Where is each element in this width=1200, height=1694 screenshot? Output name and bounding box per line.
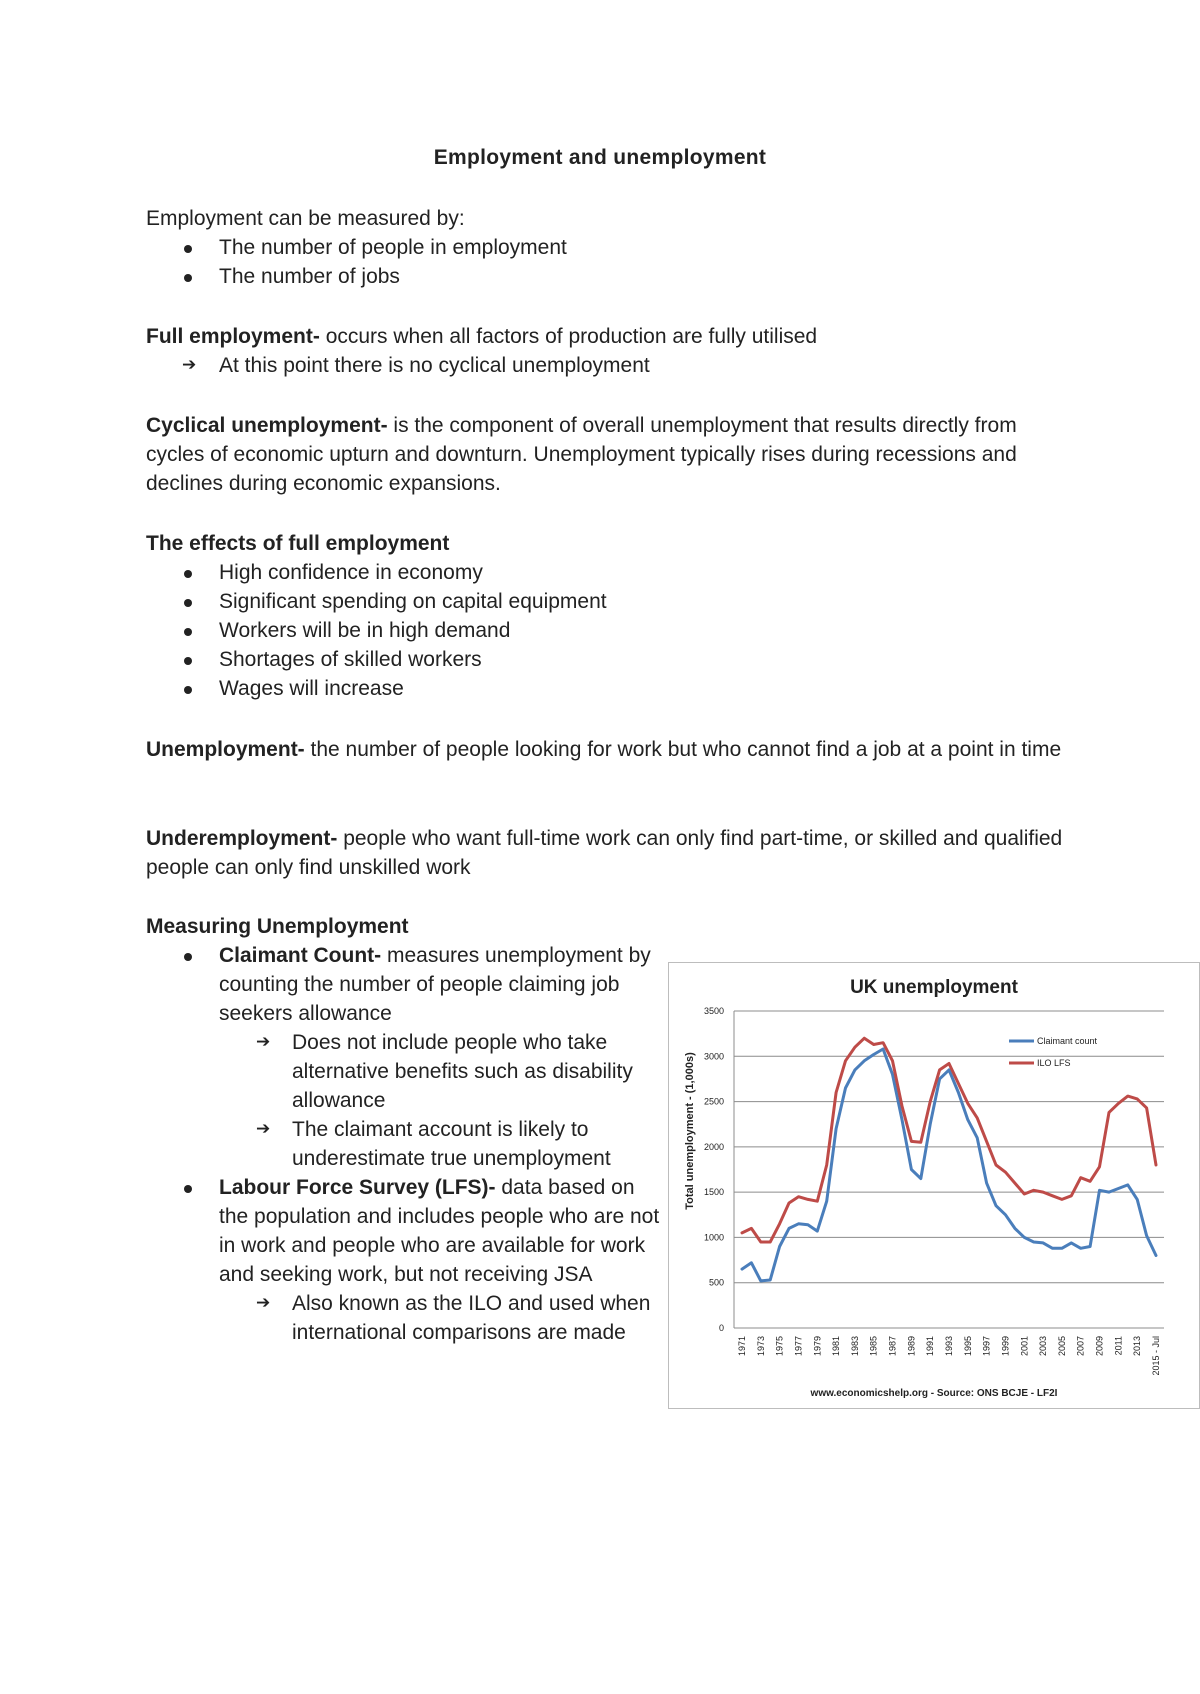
legend-label: Claimant count: [1037, 1036, 1098, 1046]
x-tick-label: 1977: [793, 1336, 804, 1357]
x-tick-label: 1993: [944, 1336, 954, 1357]
page-title: Employment and unemployment: [433, 146, 767, 169]
y-tick-label: 2500: [703, 1096, 724, 1107]
y-tick-label: 3000: [703, 1051, 724, 1062]
list-item-claimant-count: [146, 941, 666, 1028]
list-item: The number of people in employment: [146, 233, 1076, 262]
intro-list: [146, 233, 1076, 291]
underemployment-definition: [146, 824, 1066, 882]
series-line-claimant-count: [742, 1049, 1156, 1281]
chart-title: UK unemployment: [850, 977, 1018, 998]
y-tick-label: 500: [708, 1277, 724, 1288]
intro-section: [146, 204, 1076, 291]
x-tick-label: 1981: [831, 1336, 842, 1357]
y-tick-label: 3500: [703, 1006, 724, 1016]
list-item: ➔ At this point there is no cyclical unemployment: [146, 351, 1076, 380]
measuring-heading: Measuring Unemployment: [146, 915, 409, 938]
x-tick-label: 1991: [925, 1336, 936, 1357]
unemployment-section: [146, 735, 1066, 764]
x-tick-label: 1997: [981, 1336, 992, 1357]
definition-text: people who want full-time work can only find part-time, or skilled and qualified people can only find unskilled work: [146, 827, 1063, 879]
effects-list: [146, 558, 1076, 703]
full-employment-section: [146, 322, 1076, 380]
term: Claimant Count-: [219, 944, 382, 967]
cyclical-section: [146, 411, 1046, 498]
list-item: ➔ Also known as the ILO and used when international comparisons are made: [146, 1289, 666, 1347]
x-tick-label: 2007: [1075, 1336, 1086, 1357]
full-employment-notes: [146, 351, 1076, 380]
term: Cyclical unemployment-: [146, 414, 388, 437]
list-item: ➔ The claimant account is likely to underestimate true unemployment: [146, 1115, 666, 1173]
x-tick-label: 1999: [1000, 1336, 1011, 1357]
legend-label: ILO LFS: [1037, 1058, 1071, 1068]
x-tick-label: 1987: [887, 1336, 898, 1357]
measuring-list: [146, 941, 666, 1347]
y-tick-label: 0: [718, 1323, 724, 1333]
list-item: Workers will be in high demand: [146, 616, 1076, 645]
term: Labour Force Survey (LFS)-: [219, 1176, 496, 1199]
effects-section: [146, 529, 1076, 703]
x-tick-label: 2011: [1113, 1336, 1124, 1356]
definition-text: data based on the population and includes people who are not in work and people who are available for work and seeking work, but not receiving JSA: [219, 1176, 660, 1286]
chart-footer: www.economicshelp.org - Source: ONS BCJE - LF2I: [810, 1388, 1058, 1399]
x-tick-label: 2003: [1038, 1336, 1049, 1357]
x-tick-label: 2013: [1132, 1336, 1143, 1357]
definition-text: occurs when all factors of production are fully utilised: [319, 325, 818, 348]
x-tick-label: 2009: [1094, 1336, 1105, 1357]
x-tick-label: 1985: [868, 1336, 879, 1357]
x-tick-label: 2005: [1056, 1336, 1067, 1357]
y-tick-label: 2000: [703, 1141, 724, 1152]
full-employment-definition: [146, 322, 1076, 351]
list-item: Significant spending on capital equipment: [146, 587, 1076, 616]
term: Underemployment-: [146, 827, 338, 850]
underemployment-section: [146, 824, 1066, 882]
x-tick-label: 1973: [755, 1336, 766, 1357]
x-tick-label: 2001: [1019, 1336, 1030, 1357]
x-tick-label: 1989: [906, 1336, 917, 1357]
list-item: Shortages of skilled workers: [146, 645, 1076, 674]
definition-text: measures unemployment by counting the number of people claiming job seekers allowance: [219, 944, 651, 1025]
list-item: High confidence in economy: [146, 558, 1076, 587]
term: Unemployment-: [146, 738, 305, 761]
list-item: Wages will increase: [146, 674, 1076, 703]
y-tick-label: 1500: [703, 1187, 724, 1198]
list-item: ➔ Does not include people who take alternative benefits such as disability allowance: [146, 1028, 666, 1115]
list-item-lfs: [146, 1173, 666, 1289]
x-tick-label: 2015 - Jul: [1151, 1336, 1161, 1376]
x-tick-label: 1975: [774, 1336, 785, 1357]
uk-unemployment-chart: [668, 962, 1200, 1409]
y-tick-label: 1000: [703, 1232, 724, 1243]
unemployment-definition: [146, 735, 1066, 764]
effects-heading: The effects of full employment: [146, 532, 450, 555]
list-item: The number of jobs: [146, 262, 1076, 291]
definition-text: is the component of overall unemployment that results directly from cycles of economic upturn and downturn. Unemployment typically rises during recessions and declines during economic expansions.: [146, 414, 1017, 495]
intro-lead: Employment can be measured by:: [146, 207, 465, 230]
term: Full employment-: [146, 325, 320, 348]
x-tick-label: 1995: [962, 1336, 973, 1357]
measuring-section: [146, 912, 666, 1347]
x-tick-label: 1971: [737, 1336, 747, 1357]
y-axis-label: Total unemployment - (1,000s): [684, 1052, 696, 1210]
chart-svg: [669, 963, 1199, 1408]
x-tick-label: 1983: [849, 1336, 860, 1357]
cyclical-definition: [146, 411, 1046, 498]
x-tick-label: 1979: [812, 1336, 823, 1357]
definition-text: the number of people looking for work but who cannot find a job at a point in time: [304, 738, 1062, 761]
